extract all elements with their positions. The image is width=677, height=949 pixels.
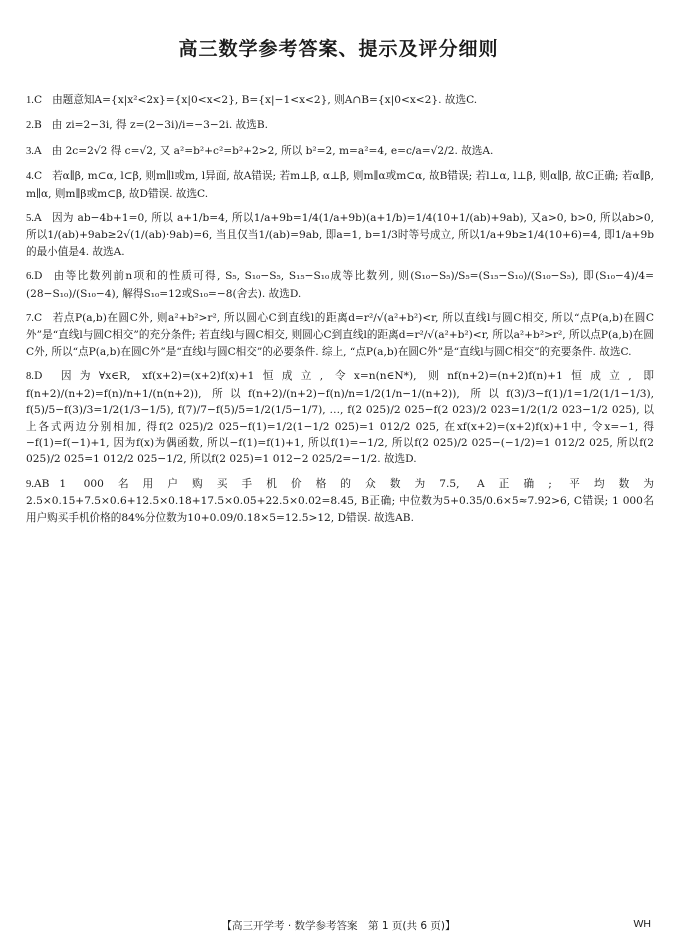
- answer-item-4: [26, 168, 654, 202]
- item-number: 9.: [26, 478, 34, 490]
- answer-list: [26, 92, 654, 534]
- answer-item-8: [26, 368, 654, 467]
- item-explanation: 因为∀x∈R, xf(x+2)=(x+2)f(x)+1恒成立, 令x=n(n∈N*), 则nf(n+2)=(n+2)f(n)+1恒成立, 即f(n+2)/(n+2)=f(n)/n+1/(n(n+2)), 所以f(n+2)/(n+2)−f(n)/n=1/2(1/n−1/(n+2)), 所以f(3)/3−f(1)/1=1/2(1/1−1/3), f(5)/5−f(3)/3=1/2(1/3−1/5), f(7)/7−f(5)/5=1/2(1/5−1/7), …, f(2 025)/2 025−f(2 023)/2 023=1/2(1/2 023−1/2 025), 以上各式两边分别相加, 得f(2 025)/2 025−f(1)=1/2(1−1/2 025)=1 012/2 025, 在xf(x+2)=(x+2)f(x)+1中, 令x=−1, 得−f(1)=f(−1)+1, 因为f(x)为偶函数, 所以−f(1)=f(1)+1, 所以f(1)=−1/2, 所以f(2 025)/2 025−(−1/2)=1 012/2 025, 所以f(2 025)/2 025=1 012/2 025−1/2, 所以f(2 025)=1 012−2 025/2=−1/2. 故选D.: [26, 370, 654, 466]
- item-explanation: 由 zi=2−3i, 得 z=(2−3i)/i=−3−2i. 故选B.: [51, 119, 268, 132]
- item-number: 2.: [26, 120, 34, 132]
- item-answer: A: [33, 144, 42, 157]
- item-answer: C: [33, 170, 43, 183]
- item-number: 4.: [26, 171, 34, 183]
- item-explanation: 若点P(a,b)在圆C外, 则a²+b²>r², 所以圆心C到直线l的距离d=r²/√(a²+b²)<r, 所以直线l与圆C相交, 所以“点P(a,b)在圆C外”是“直线l与圆C相交”的充分条件; 若直线l与圆C相交, 则圆心C到直线l的距离d=r²/√(a²+b²)<r, 所以a²+b²>r², 所以点P(a,b)在圆C外, 所以“点P(a,b)在圆C外”是“直线l与圆C相交”的必要条件. 综上, “点P(a,b)在圆C外”是“直线l与圆C相交”的充要条件. 故选C.: [26, 312, 654, 358]
- item-number: 3.: [26, 145, 34, 157]
- answer-item-5: [26, 210, 654, 260]
- answer-item-6: [26, 268, 654, 302]
- item-answer: C: [33, 312, 43, 325]
- answer-item-9: [26, 476, 654, 526]
- answer-item-2: [26, 117, 654, 134]
- item-explanation: 由题意知A={x|x²<2x}={x|0<x<2}, B={x|−1<x<2}, 则A∩B={x|0<x<2}. 故选C.: [52, 94, 478, 106]
- item-explanation: 由等比数列前n项和的性质可得, S₅, S₁₀−S₅, S₁₅−S₁₀成等比数列, 则(S₁₀−S₅)/S₅=(S₁₅−S₁₀)/(S₁₀−S₅), 即(S₁₀−4)/4=(28−S₁₀)/(S₁₀−4), 解得S₁₀=12或S₁₀=−8(舍去). 故选D.: [26, 270, 654, 300]
- item-number: 6.: [26, 271, 34, 283]
- answer-item-7: [26, 310, 654, 360]
- page-title: 高三数学参考答案、提示及评分细则: [178, 38, 499, 60]
- item-explanation: 1 000名用户购买手机价格的众数为7.5, A正确; 平均数为2.5×0.15+7.5×0.6+12.5×0.18+17.5×0.05+22.5×0.02=8.45, B正确; 中位数为5+0.35/0.6×5≈7.92>6, C错误; 1 000名用户购买手机价格的84%分位数为10+0.09/0.18×5=12.5>12, D错误. 故选AB.: [26, 477, 654, 524]
- page-footer: 【高三开学考 · 数学参考答案 第 1 页(共 6 页)】: [221, 920, 456, 932]
- item-number: 8.: [26, 371, 34, 383]
- item-explanation: 由 2c=2√2 得 c=√2, 又 a²=b²+c²=b²+2>2, 所以 b²=2, m=a²=4, e=c/a=√2/2. 故选A.: [51, 144, 494, 157]
- item-answer: C: [33, 94, 43, 106]
- item-answer: B: [33, 119, 42, 132]
- item-number: 1.: [26, 95, 34, 106]
- item-answer: D: [33, 370, 43, 383]
- item-number: 5.: [26, 213, 34, 225]
- item-explanation: 若α∥β, m⊂α, l⊂β, 则m∥l或m, l异面, 故A错误; 若m⊥β, α⊥β, 则m∥α或m⊂α, 故B错误; 若l⊥α, l⊥β, 则α∥β, 故C正确; 若α∥β, m∥α, 则m∥β或m⊂β, 故D错误. 故选C.: [26, 170, 655, 200]
- item-answer: A: [33, 212, 42, 225]
- item-number: 7.: [26, 313, 34, 325]
- answer-item-3: [26, 143, 654, 160]
- item-answer: AB: [33, 477, 50, 490]
- item-explanation: 因为 ab−4b+1=0, 所以 a+1/b=4, 所以1/a+9b=1/4(1/a+9b)(a+1/b)=1/4(10+1/(ab)+9ab), 又a>0, b>0, 所以ab>0, 所以1/(ab)+9ab≥2√(1/(ab)·9ab)=6, 当且仅当1/(ab)=9ab, 即a=1, b=1/3时等号成立, 所以1/a+9b≥1/4(10+6)=4, 即1/a+9b的最小值是4. 故选A.: [26, 212, 654, 258]
- footer-code: WH: [633, 918, 651, 930]
- item-answer: D: [33, 270, 43, 283]
- answer-item-1: [26, 92, 654, 109]
